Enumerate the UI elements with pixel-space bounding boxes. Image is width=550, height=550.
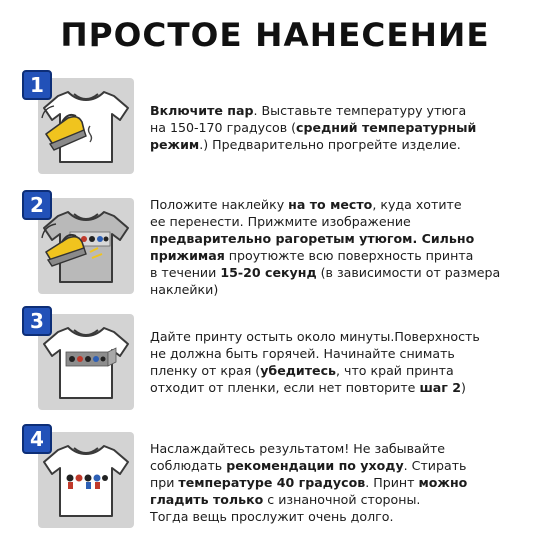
step-description xyxy=(150,328,530,396)
step-line: предварительно рагоретым утюгом. Сильно xyxy=(150,231,475,246)
step-illustration xyxy=(38,432,134,528)
step-4 xyxy=(22,424,532,534)
step-illustration xyxy=(38,78,134,174)
tshirt-icon xyxy=(44,446,128,516)
step-line: Дайте принту остыть около минуты.Поверхность xyxy=(150,329,480,344)
step-number-badge: 4 xyxy=(22,424,52,454)
step-line: в течении 15-20 секунд (в зависимости от размера xyxy=(150,265,501,280)
step-line: Тогда вещь прослужит очень долго. xyxy=(150,509,394,524)
step-line: отходит от пленки, если нет повторите шаг 2) xyxy=(150,380,466,395)
step-line: Положите наклейку на то место, куда хотите xyxy=(150,197,462,212)
step-number-badge: 1 xyxy=(22,70,52,100)
step-line: прижимая проутюжте всю поверхность принта xyxy=(150,248,474,263)
step-line: Наслаждайтесь результатом! Не забывайте xyxy=(150,441,446,456)
step-description xyxy=(150,440,530,525)
step-line: режим.) Предварительно прогрейте изделие. xyxy=(150,137,461,152)
step-line: на 150-170 градусов (средний температурный xyxy=(150,120,477,135)
step-line: гладить только с изнаночной стороны. xyxy=(150,492,421,507)
page-title: ПРОСТОЕ НАНЕСЕНИЕ xyxy=(60,16,490,54)
step-line: Включите пар. Выставьте температуру утюга xyxy=(150,103,467,118)
step-line: наклейки) xyxy=(150,282,219,297)
step-description xyxy=(150,196,530,298)
step-line: не должна быть горячей. Начинайте снимать xyxy=(150,346,455,361)
step-illustration xyxy=(38,314,134,410)
step-line: соблюдать рекомендации по уходу. Стирать xyxy=(150,458,467,473)
step-number-badge: 3 xyxy=(22,306,52,336)
step-line: при температуре 40 градусов. Принт можно xyxy=(150,475,468,490)
step-2 xyxy=(22,190,532,300)
step-number-badge: 2 xyxy=(22,190,52,220)
step-line: ее перенести. Прижмите изображение xyxy=(150,214,411,229)
step-3 xyxy=(22,306,532,416)
step-illustration xyxy=(38,198,134,294)
step-description xyxy=(150,102,530,153)
step-line: пленку от края (убедитесь, что край принта xyxy=(150,363,454,378)
step-1 xyxy=(22,70,532,180)
